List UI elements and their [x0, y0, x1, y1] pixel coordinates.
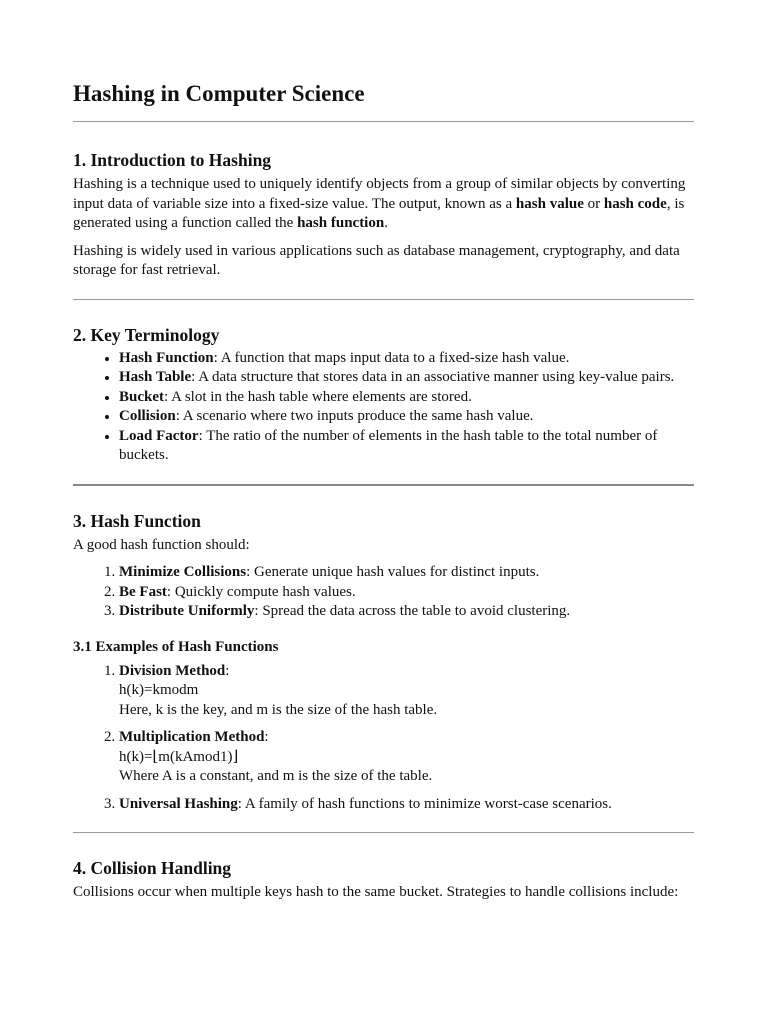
term-description: : The ratio of the number of elements in the hash table to the total number of buckets.: [119, 427, 658, 463]
intro-paragraph-2: Hashing is widely used in various applications such as database management, cryptography, and data storage for fast retrieval.: [73, 242, 680, 278]
section-key-terminology: [73, 323, 694, 466]
list-item: [119, 427, 694, 466]
term-description: :: [264, 729, 269, 745]
term-description: : Generate unique hash values for distinct inputs.: [246, 564, 540, 580]
term-description: : Quickly compute hash values.: [166, 583, 356, 600]
term: Minimize Collisions: [119, 564, 247, 580]
section-intro: Collisions occur when multiple keys hash to the same bucket. Strategies to handle collisions include:: [73, 884, 679, 900]
formula: h(k)=⌊m(kAmod1)⌋: [119, 748, 239, 765]
section-introduction: [73, 148, 694, 281]
term-description: : Spread the data across the table to avoid clustering.: [254, 603, 571, 619]
term-description: :: [225, 662, 230, 679]
list-item: [119, 563, 694, 583]
section-heading: 3. Hash Function: [73, 510, 201, 531]
list-item: [119, 368, 694, 388]
list-item: [119, 349, 694, 369]
section-heading: 4. Collision Handling: [73, 858, 232, 878]
section-heading: 2. Key Terminology: [73, 324, 220, 345]
hash-function-examples-list: [73, 662, 694, 815]
term: Collision: [119, 408, 176, 424]
formula-note: Here, k is the key, and m is the size of the hash table.: [119, 701, 438, 718]
bold-term: hash function: [297, 215, 385, 231]
list-item: [119, 583, 694, 603]
bold-term: hash code: [603, 195, 667, 212]
term: Be Fast: [119, 583, 167, 600]
term: Distribute Uniformly: [119, 603, 255, 619]
intro-paragraph-1: [73, 175, 694, 234]
term-description: : A scenario where two inputs produce the same hash value.: [175, 408, 534, 424]
subsection-heading: 3.1 Examples of Hash Functions: [73, 638, 279, 655]
section-hash-function: [73, 509, 694, 815]
term: Division Method: [119, 662, 226, 679]
page-title: Hashing in Computer Science: [73, 81, 365, 106]
list-item: [119, 795, 694, 815]
term-description: : A function that maps input data to a fixed-size hash value.: [213, 349, 570, 366]
term: Load Factor: [119, 427, 199, 444]
section-divider: [73, 484, 694, 486]
text: or: [583, 195, 604, 212]
term-description: : A data structure that stores data in an associative manner using key-value pairs.: [191, 369, 675, 385]
section-divider: [73, 121, 694, 122]
text: Hashing is a technique used to uniquely identify objects from a group of similar objects by converting input data of variable size into a fixed-size value. The output, known as a: [73, 176, 686, 212]
bold-term: hash value: [515, 195, 584, 212]
formula-note: Where A is a constant, and m is the size of the table.: [119, 768, 433, 784]
section-heading: 1. Introduction to Hashing: [73, 150, 272, 170]
section-divider: [73, 299, 694, 300]
term: Hash Table: [119, 369, 192, 385]
list-item: [119, 388, 694, 408]
formula: h(k)=kmodm: [119, 682, 199, 698]
list-item: [119, 602, 694, 622]
list-item: [119, 728, 694, 787]
term: Multiplication Method: [119, 729, 265, 745]
term-description: : A family of hash functions to minimize worst-case scenarios.: [237, 795, 612, 812]
list-item: [119, 662, 694, 721]
text: , is generated using a function called the: [73, 195, 685, 231]
hash-function-criteria-list: [73, 563, 694, 622]
term: Bucket: [119, 388, 164, 405]
terminology-list: [73, 349, 694, 466]
text: .: [384, 215, 388, 231]
term-description: : A slot in the hash table where elements are stored.: [164, 388, 472, 405]
section-collision-handling: [73, 856, 694, 903]
section-intro: A good hash function should:: [73, 536, 250, 553]
term: Hash Function: [119, 349, 214, 366]
term: Universal Hashing: [119, 795, 238, 812]
section-divider: [73, 832, 694, 833]
list-item: [119, 407, 694, 427]
